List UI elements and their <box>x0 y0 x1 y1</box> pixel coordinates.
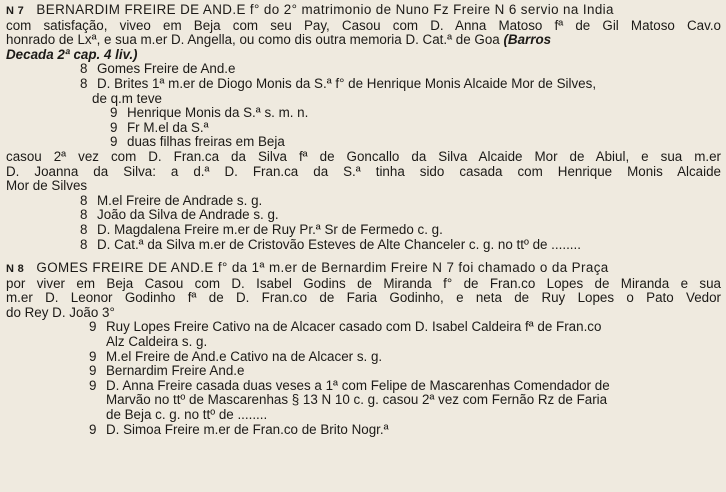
child-item: 9 M.el Freire de And.e Cativo na de Alcacer s. g. <box>89 349 383 364</box>
entry-text-line: casou 2ª vez com D. Fran.ca da Silva fª de Goncallo da Silva Alcaide Mor de Abiul, e sua m.er <box>6 149 721 164</box>
entry-text-line: D. Joanna da Silva: a d.ª D. Fran.ca da S.ª tinha sido casada com Henrique Monis Alcaide <box>6 164 721 179</box>
grandchild-item: 9 duas filhas freiras em Beja <box>110 135 285 150</box>
child-item: 8 João da Silva de Andrade s. g. <box>80 208 279 223</box>
entry-heading: N 8 GOMES FREIRE DE AND.E f° da 1ª m.er de Bernardim Freire N 7 foi chamado o da Praça <box>6 261 609 276</box>
entry-spacer <box>6 252 721 261</box>
child-item-continuation: Marvão no ttº de Mascarenhas § 13 N 10 c. g. casou 2ª vez com Fernão Rz de Faria <box>106 393 608 408</box>
child-item-continuation: Alz Caldeira s. g. <box>106 335 208 350</box>
entry-text-line: Mor de Silves <box>6 179 88 194</box>
child-item: 9 Ruy Lopes Freire Cativo na de Alcacer casado com D. Isabel Caldeira fª de Fran.co <box>89 320 602 335</box>
entry-text-line: honrado de Lxª, e sua m.er D. Angella, ou como dis outra memoria D. Cat.ª de Goa (Barros <box>6 33 552 48</box>
entry-text-line: com satisfação, viveo em Beja com seu Pay, Casou com D. Anna Matoso fª de Gil Matoso Cav.o <box>6 18 721 33</box>
child-item: 9 D. Simoa Freire m.er de Fran.co de Brito Nogr.ª <box>89 422 389 437</box>
citation: Decada 2ª cap. 4 liv.) <box>6 47 138 62</box>
citation: (Barros <box>503 33 552 48</box>
entry-text-line: do Rey D. João 3° <box>6 305 115 320</box>
grandchild-item: 9 Henrique Monis da S.ª s. m. n. <box>110 106 309 121</box>
child-item: 9 Bernardim Freire And.e <box>89 364 245 379</box>
entry-text-line: m.er D. Leonor Godinho fª de D. Fran.co de Faria Godinho, e neta de Ruy Lopes o Pato Vedor <box>6 291 721 306</box>
child-item: 8 D. Brites 1ª m.er de Diogo Monis da S.ª f° de Henrique Monis Alcaide Mor de Silves, <box>80 76 597 91</box>
entry-number: N 8 <box>6 263 25 276</box>
child-item: 8 M.el Freire de Andrade s. g. <box>80 193 263 208</box>
child-item-continuation: de q.m teve <box>92 91 162 106</box>
grandchild-item: 9 Fr M.el da S.ª <box>110 120 209 135</box>
child-item-continuation: de Beja c. g. no ttº de ........ <box>106 408 268 423</box>
entry-number: N 7 <box>6 5 25 17</box>
entry-n8 <box>6 261 721 437</box>
entry-heading: N 7 BERNARDIM FREIRE DE AND.E f° do 2° matrimonio de Nuno Fz Freire N 6 servio na India <box>6 3 614 17</box>
child-item: 8 Gomes Freire de And.e <box>80 62 236 77</box>
entry-text-line: por viver em Beja Casou com D. Isabel Godins de Miranda f° de Fran.co Lopes de Miranda e sua <box>6 276 721 291</box>
child-item: 8 D. Magdalena Freire m.er de Ruy Pr.ª Sr de Fermedo c. g. <box>80 222 443 237</box>
entry-n7 <box>6 3 721 252</box>
child-item: 9 D. Anna Freire casada duas veses a 1ª com Felipe de Mascarenhas Comendador de <box>89 378 610 393</box>
child-item: 8 D. Cat.ª da Silva m.er de Cristovão Esteves de Alte Chanceler c. g. no ttº de ........ <box>80 237 581 252</box>
